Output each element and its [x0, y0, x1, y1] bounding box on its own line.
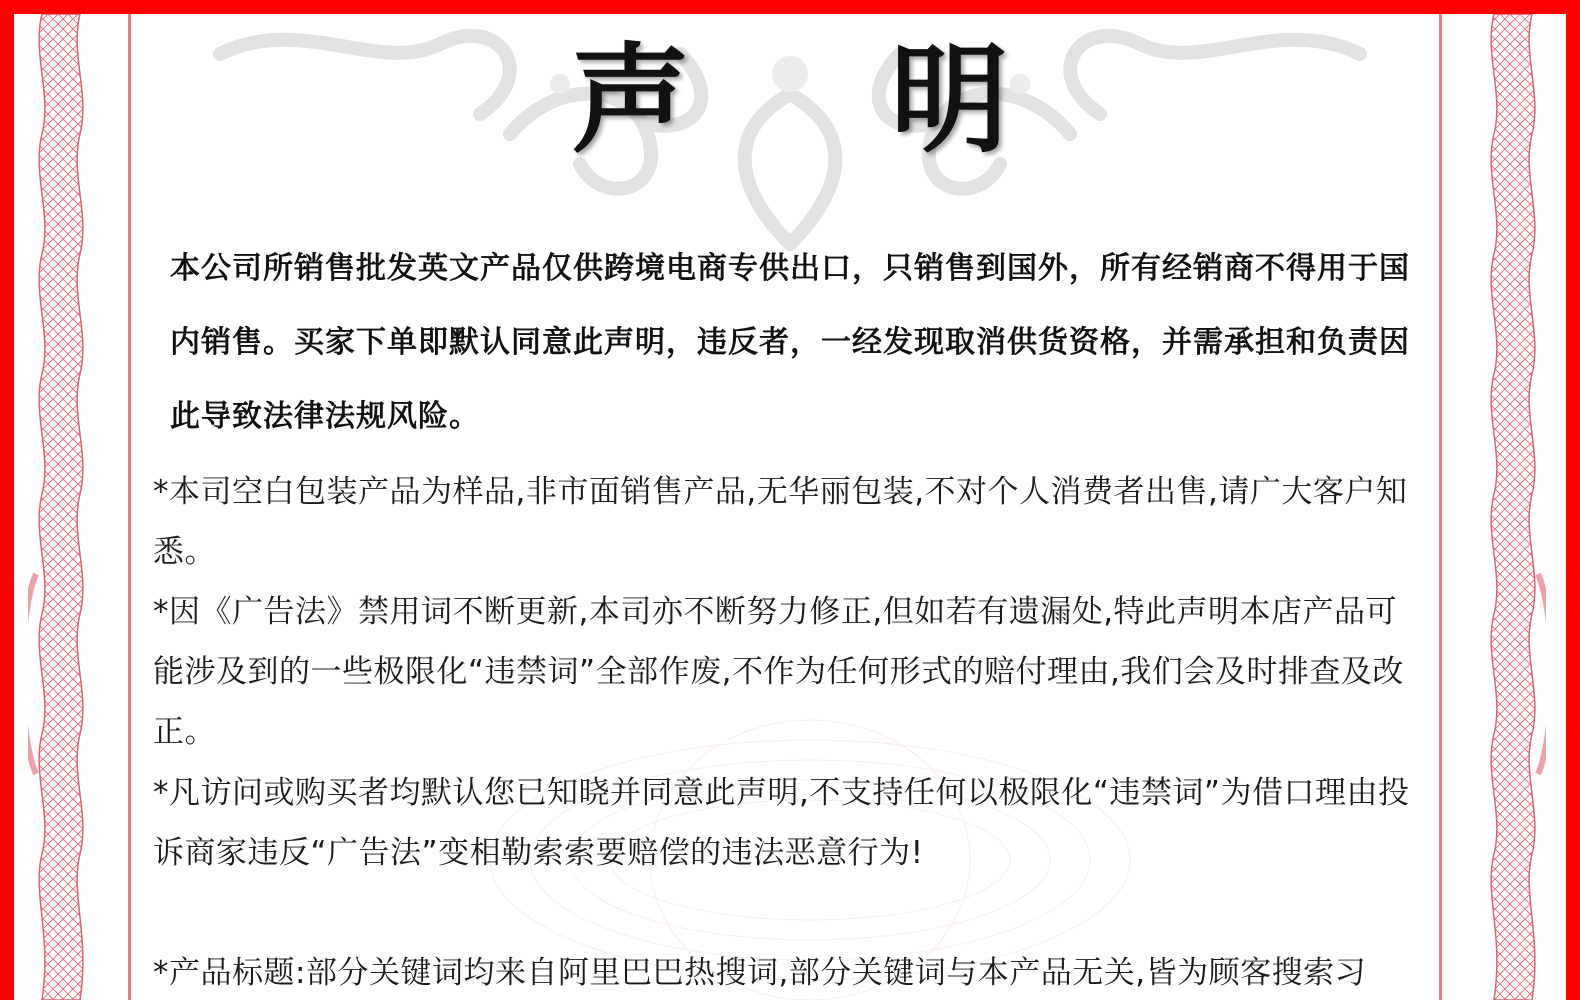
note-product-title: *产品标题:部分关键词均来自阿里巴巴热搜词,部分关键词与本产品无关,皆为顾客搜索习 — [153, 955, 1367, 991]
note-advertising-law: *因《广告法》禁用词不断更新,本司亦不断努力修正,但如若有遗漏处,特此声明本店产品可能涉及到的一些极限化“违禁词”全部作废,不作为任何形式的赔付理由,我们会及时排查及改正。 — [153, 594, 1404, 750]
note-sample-packaging: *本司空白包装产品为样品,非市面销售产品,无华丽包装,不对个人消费者出售,请广大客户知悉。 — [153, 474, 1408, 570]
note-buyer-consent: *凡访问或购买者均默认您已知晓并同意此声明,不支持任何以极限化“违禁词”为借口理由投诉商家违反“广告法”变相勒索索要赔偿的违法恶意行为! — [153, 775, 1410, 871]
page-title: 声 明 — [571, 31, 1089, 169]
statement-paragraph: 本公司所销售批发英文产品仅供跨境电商专供出口，只销售到国外，所有经销商不得用于国内销售。买家下单即默认同意此声明，违反者，一经发现取消供货资格，并需承担和负责因此导致法律法规风险。 — [170, 251, 1410, 434]
